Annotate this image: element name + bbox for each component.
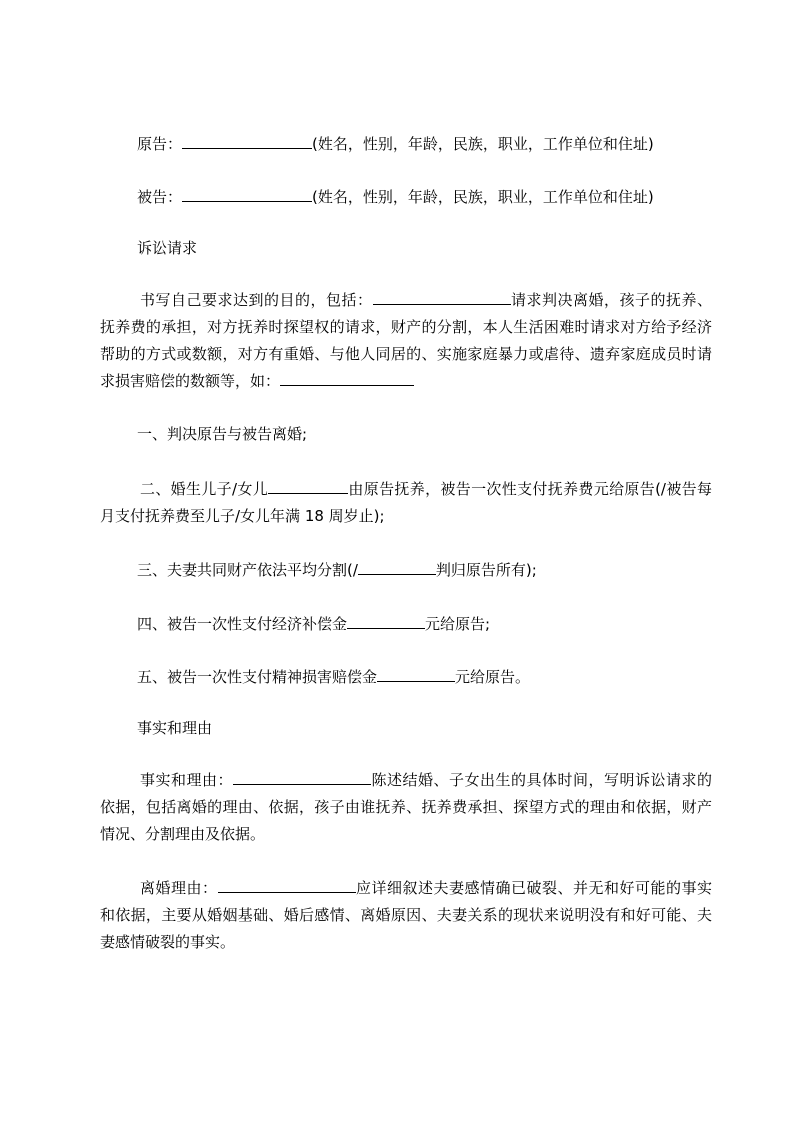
plaintiff-line	[137, 132, 654, 154]
divorce-para	[100, 875, 712, 956]
facts-para-before: 事实和理由：	[140, 771, 233, 789]
claim-5-before: 五、被告一次性支付精神损害赔偿金	[137, 668, 378, 686]
facts-para	[100, 767, 712, 848]
claim-4	[137, 612, 490, 634]
claim-2-after: 由原告抚养，被告一次性支付抚养费元给原告(/被告每月支付抚养费至儿子/女儿年满 18 周岁止);	[100, 480, 712, 525]
claims-intro-before: 书写自己要求达到的目的，包括：	[140, 291, 373, 309]
plaintiff-label: 原告：	[137, 135, 183, 153]
claim-2-blank[interactable]	[268, 477, 348, 494]
plaintiff-desc: (姓名，性别，年龄，民族，职业，工作单位和住址)	[312, 135, 654, 153]
claim-5	[137, 665, 530, 687]
claim-1: 一、判决原告与被告离婚;	[137, 425, 308, 443]
claims-heading: 诉讼请求	[137, 239, 198, 257]
claims-intro-blank[interactable]	[373, 288, 511, 305]
claim-5-blank[interactable]	[377, 665, 455, 682]
claim-3-after: 判归原告所有);	[435, 561, 537, 579]
claims-intro-end-blank[interactable]	[280, 369, 414, 386]
claim-2	[100, 476, 712, 530]
claim-2-before: 二、婚生儿子/女儿	[140, 480, 269, 498]
claims-intro-after: 请求判决离婚，孩子的抚养、抚养费的承担，对方抚养时探望权的请求，财产的分割，本人生活困难时请求对方给予经济帮助的方式或数额，对方有重婚、与他人同居的、实施家庭暴力或虐待、遗弃家庭成员时请求损害赔偿的数额等，如：	[100, 291, 712, 390]
divorce-para-after: 应详细叙述夫妻感情确已破裂、并无和好可能的事实和依据，主要从婚姻基础、婚后感情、离婚原因、夫妻关系的现状来说明没有和好可能、夫妻感情破裂的事实。	[100, 879, 712, 951]
claims-intro	[100, 287, 712, 395]
facts-para-blank[interactable]	[233, 768, 371, 785]
claim-4-before: 四、被告一次性支付经济补偿金	[137, 615, 348, 633]
claim-5-after: 元给原告。	[455, 668, 531, 686]
defendant-blank[interactable]	[182, 185, 312, 202]
claim-3	[137, 558, 537, 580]
claim-3-blank[interactable]	[358, 558, 436, 575]
facts-para-after: 陈述结婚、子女出生的具体时间，写明诉讼请求的依据，包括离婚的理由、依据，孩子由谁抚养、抚养费承担、探望方式的理由和依据，财产情况、分割理由及依据。	[100, 771, 712, 843]
claim-4-blank[interactable]	[347, 612, 425, 629]
plaintiff-blank[interactable]	[182, 132, 312, 149]
facts-heading: 事实和理由	[137, 719, 213, 737]
defendant-label: 被告：	[137, 188, 183, 206]
divorce-para-blank[interactable]	[218, 876, 356, 893]
claim-3-before: 三、夫妻共同财产依法平均分割(/	[137, 561, 358, 579]
defendant-desc: (姓名，性别，年龄，民族，职业，工作单位和住址)	[312, 188, 654, 206]
defendant-line	[137, 185, 654, 207]
divorce-para-before: 离婚理由：	[140, 879, 218, 897]
claim-4-after: 元给原告;	[425, 615, 491, 633]
